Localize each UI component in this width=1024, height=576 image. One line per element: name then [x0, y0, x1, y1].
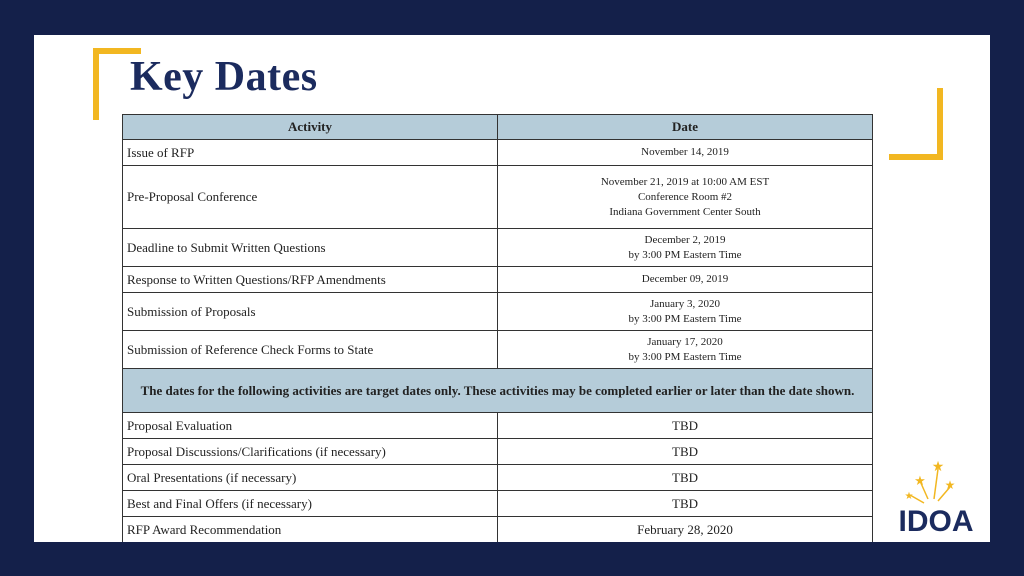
page-title: Key Dates	[130, 54, 318, 100]
table-row	[123, 293, 873, 331]
table-row	[123, 465, 873, 491]
activity-cell: Oral Presentations (if necessary)	[123, 465, 498, 491]
date-line: January 3, 2020	[650, 297, 720, 310]
activity-cell: Proposal Evaluation	[123, 413, 498, 439]
target-dates-note: The dates for the following activities are target dates only. These activities may be completed earlier or later than the date shown.	[123, 369, 873, 413]
idoa-logo	[890, 459, 982, 537]
table-row	[123, 331, 873, 369]
corner-bracket-bottom-right	[889, 88, 943, 160]
date-line: Indiana Government Center South	[609, 205, 761, 218]
date-line: December 2, 2019	[644, 233, 726, 246]
column-header-activity: Activity	[123, 115, 498, 140]
date-line: by 3:00 PM Eastern Time	[628, 350, 742, 363]
activity-cell: RFP Award Recommendation	[123, 517, 498, 543]
svg-text:★: ★	[914, 474, 926, 489]
logo-text: IDOA	[898, 505, 974, 537]
date-line: December 09, 2019	[641, 273, 729, 285]
date-cell	[498, 267, 873, 293]
table-row	[123, 140, 873, 166]
table-row	[123, 413, 873, 439]
activity-cell: Deadline to Submit Written Questions	[123, 229, 498, 267]
date-line: November 14, 2019	[641, 146, 729, 158]
table-row	[123, 166, 873, 229]
table-row	[123, 491, 873, 517]
target-dates-note-row	[123, 369, 873, 413]
date-cell	[498, 229, 873, 267]
activity-cell: Response to Written Questions/RFP Amendments	[123, 267, 498, 293]
activity-cell: Best and Final Offers (if necessary)	[123, 491, 498, 517]
date-cell: TBD	[498, 465, 873, 491]
activity-cell: Pre-Proposal Conference	[123, 166, 498, 229]
svg-text:★: ★	[944, 478, 956, 492]
activity-cell: Proposal Discussions/Clarifications (if necessary)	[123, 439, 498, 465]
activity-cell: Submission of Proposals	[123, 293, 498, 331]
date-line: by 3:00 PM Eastern Time	[628, 248, 742, 261]
activity-cell: Submission of Reference Check Forms to State	[123, 331, 498, 369]
date-cell	[498, 293, 873, 331]
date-cell	[498, 166, 873, 229]
date-line: November 21, 2019 at 10:00 AM EST	[600, 175, 770, 188]
stars-logo-icon	[905, 459, 956, 503]
column-header-date: Date	[498, 115, 873, 140]
date-line: by 3:00 PM Eastern Time	[628, 312, 742, 325]
date-cell: TBD	[498, 413, 873, 439]
slide	[34, 35, 990, 542]
table-row	[123, 517, 873, 543]
table-row	[123, 439, 873, 465]
key-dates-table	[122, 114, 873, 542]
svg-text:★: ★	[931, 459, 945, 475]
date-cell: TBD	[498, 491, 873, 517]
svg-text:★: ★	[904, 491, 914, 502]
date-cell: TBD	[498, 439, 873, 465]
date-cell	[498, 140, 873, 166]
table-row	[123, 229, 873, 267]
date-cell: February 28, 2020	[498, 517, 873, 543]
table-header-row	[123, 115, 873, 140]
activity-cell: Issue of RFP	[123, 140, 498, 166]
date-cell	[498, 331, 873, 369]
date-line: Conference Room #2	[637, 190, 733, 203]
date-line: January 17, 2020	[647, 335, 723, 348]
table-row	[123, 267, 873, 293]
